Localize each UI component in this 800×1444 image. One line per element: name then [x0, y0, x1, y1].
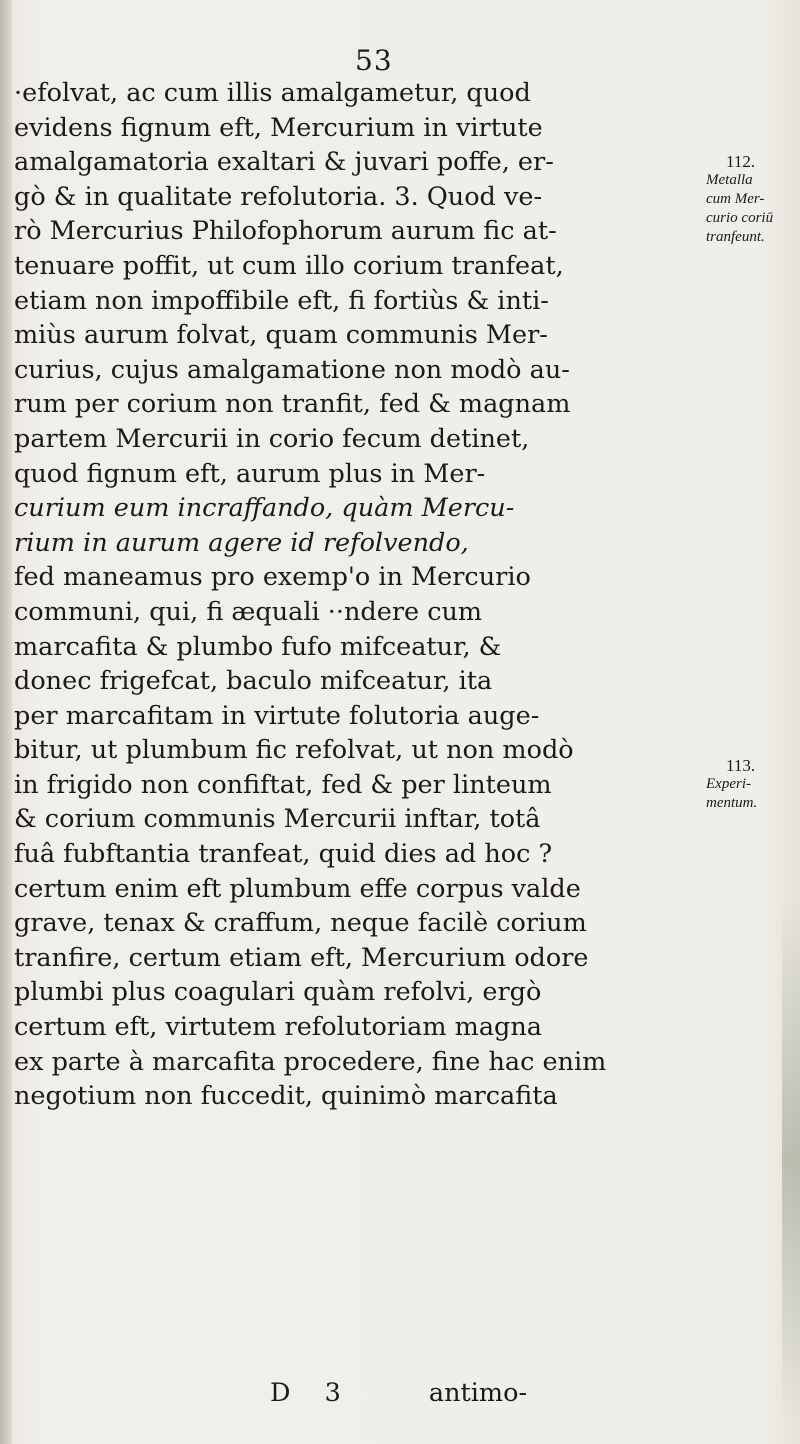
text-line: miùs aurum folvat, quam communis Mer-	[14, 320, 548, 351]
signature-mark: D	[270, 1378, 291, 1408]
text-line: amalgamatoria exaltari & juvari poffe, er-	[14, 147, 554, 178]
text-line: marcafita & plumbo fufo mifceatur, &	[14, 631, 502, 662]
body-text	[14, 76, 714, 1114]
text-line: gò & in qualitate refolutoria. 3. Quod ve-	[14, 181, 543, 212]
text-line: curium eum incraffando, quàm Mercu-	[14, 493, 515, 524]
text-line: etiam non impoffibile eft, fi fortiùs & inti-	[14, 285, 549, 316]
text-line: ·efolvat, ac cum illis amalgametur, quod	[14, 78, 531, 108]
margin-note-line: mentum.	[706, 795, 758, 811]
margin-note-112	[706, 152, 798, 247]
text-line: per marcafitam in virtute folutoria auge-	[14, 700, 540, 731]
margin-note-line: cum Mer-	[706, 191, 765, 207]
text-line: tranfire, certum etiam eft, Mercurium odore	[14, 942, 589, 973]
margin-note-line: curio coriū	[706, 210, 774, 226]
text-line: quod fignum eft, aurum plus in Mer-	[14, 458, 486, 489]
text-line: tenuare poffit, ut cum illo corium tranfeat,	[14, 250, 564, 281]
margin-note-line: Experi-	[706, 776, 751, 792]
text-line: certum enim eft plumbum effe corpus valde	[14, 873, 581, 904]
text-line: grave, tenax & craffum, neque facilè corium	[14, 908, 587, 939]
margin-note-number: 113.	[726, 756, 756, 775]
text-line: negotium non fuccedit, quinimò marcafita	[14, 1081, 558, 1112]
text-line: plumbi plus coagulari quàm refolvi, ergò	[14, 977, 542, 1008]
text-line: in frigido non confiftat, fed & per linteum	[14, 769, 552, 800]
text-line: certum eft, virtutem refolutoriam magna	[14, 1012, 542, 1043]
margin-note-113	[706, 756, 798, 813]
text-line: rò Mercurius Philofophorum aurum fic at-	[14, 216, 557, 247]
binding-gutter	[0, 0, 12, 1444]
text-line: bitur, ut plumbum fic refolvat, ut non modò	[14, 735, 574, 766]
text-line: ex parte à marcafita procedere, fine hac enim	[14, 1046, 607, 1077]
text-line: fed maneamus pro exemp'o in Mercurio	[14, 562, 531, 593]
text-line: rum per corium non tranfit, fed & magnam	[14, 389, 571, 420]
margin-note-line: Metalla	[706, 172, 753, 188]
page-stain	[782, 900, 800, 1420]
text-line: donec frigefcat, baculo mifceatur, ita	[14, 666, 493, 697]
text-line: & corium communis Mercurii inftar, totâ	[14, 804, 541, 835]
signature-line	[270, 1378, 690, 1408]
text-line: curius, cujus amalgamatione non modò au-	[14, 354, 570, 385]
text-line: rium in aurum agere id refolvendo,	[14, 527, 469, 558]
text-line: evidens fignum eft, Mercurium in virtute	[14, 112, 543, 143]
margin-note-number: 112.	[726, 152, 756, 171]
signature-number: 3	[324, 1378, 341, 1408]
margin-note-line: tranfeunt.	[706, 229, 765, 245]
text-line: communi, qui, fi æquali ··ndere cum	[14, 596, 483, 627]
text-line: partem Mercurii in corio fecum detinet,	[14, 423, 530, 454]
page-number: 53	[355, 44, 393, 77]
text-line: fuâ fubftantia tranfeat, quid dies ad hoc ?	[14, 839, 553, 870]
catchword: antimo-	[428, 1378, 528, 1408]
